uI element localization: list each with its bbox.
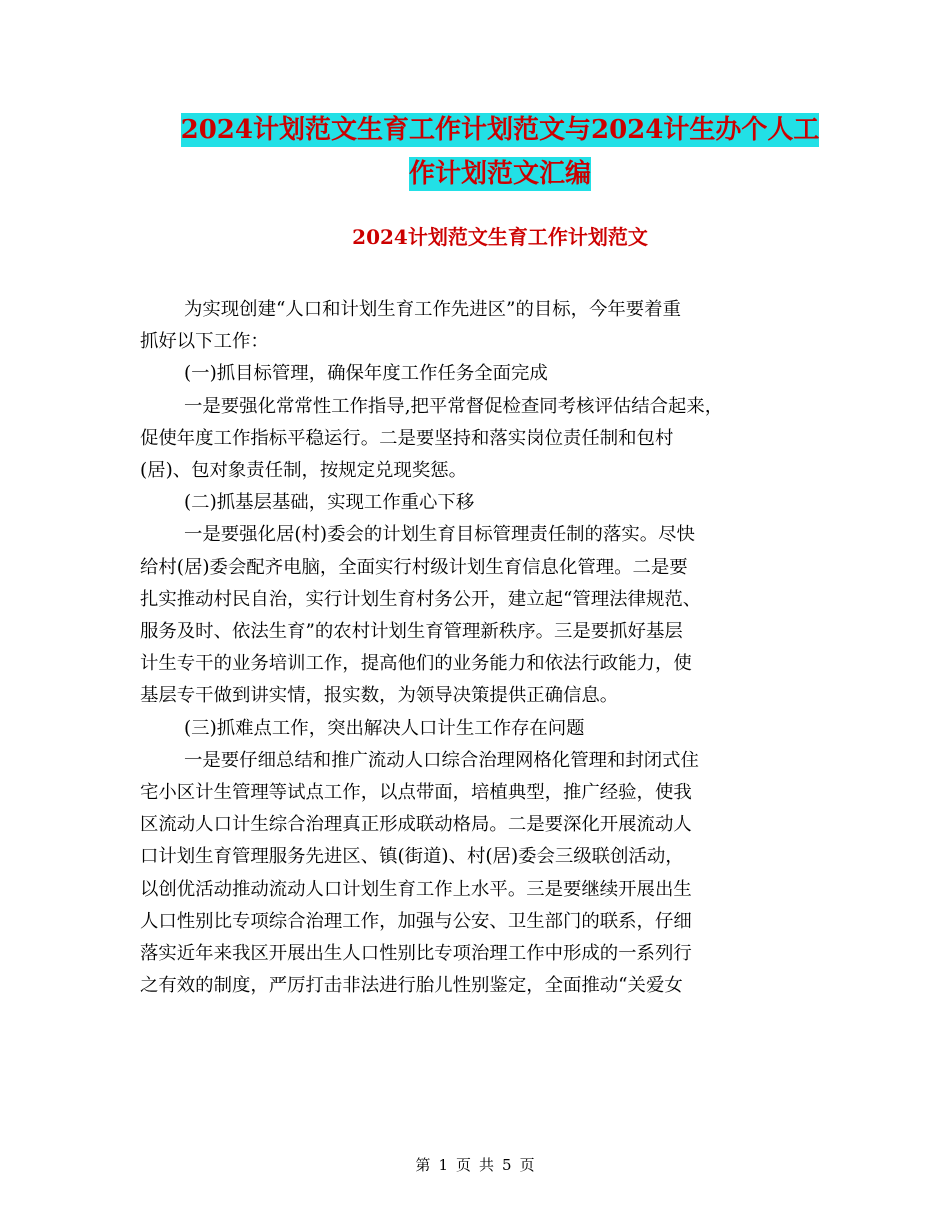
body-line: 服务及时、依法生育”的农村计划生育管理新秩序。三是要抓好基层	[140, 621, 683, 643]
body-line: 以创优活动推动流动人口计划生育工作上水平。三是要继续开展出生	[140, 878, 692, 900]
body-line: 基层专干做到讲实情，报实数，为领导决策提供正确信息。	[140, 685, 619, 707]
body-line: (居)、包对象责任制，按规定兑现奖惩。	[140, 460, 467, 482]
body-line: 抓好以下工作：	[140, 331, 269, 353]
footer-total-label: 共	[479, 1156, 495, 1174]
document-body	[140, 294, 816, 1002]
footer-prefix: 第	[415, 1156, 431, 1174]
body-line: 为实现创建“人口和计划生育工作先进区”的目标，今年要着重	[184, 299, 681, 320]
page-footer	[0, 1153, 950, 1177]
body-line: (二)抓基层基础，实现工作重心下移	[184, 492, 475, 514]
body-line: 扎实推动村民自治，实行计划生育村务公开，建立起“管理法律规范、	[140, 588, 702, 610]
document-title	[120, 108, 880, 196]
footer-page-label-2: 页	[519, 1156, 535, 1174]
body-line: 给村(居)委会配齐电脑，全面实行村级计划生育信息化管理。二是要	[140, 556, 688, 578]
body-line: (一)抓目标管理，确保年度工作任务全面完成	[184, 363, 548, 385]
body-line: 人口性别比专项综合治理工作，加强与公安、卫生部门的联系，仔细	[140, 910, 692, 932]
body-line: 口计划生育管理服务先进区、镇(街道)、村(居)委会三级联创活动，	[140, 846, 684, 868]
document-title-line-2: 作计划范文汇编	[408, 159, 591, 189]
body-line: (三)抓难点工作，突出解决人口计生工作存在问题	[184, 717, 585, 739]
body-line: 促使年度工作指标平稳运行。二是要坚持和落实岗位责任制和包村	[140, 427, 674, 449]
body-line: 一是要强化居(村)委会的计划生育目标管理责任制的落实。尽快	[184, 524, 695, 546]
section-title: 2024计划范文生育工作计划范文	[352, 225, 648, 249]
body-line: 一是要强化常常性工作指导,把平常督促检查同考核评估结合起来，	[184, 395, 724, 417]
body-line: 一是要仔细总结和推广流动人口综合治理网格化管理和封闭式住	[184, 749, 699, 771]
footer-current-page: 1	[438, 1156, 448, 1174]
footer-total-pages: 5	[502, 1156, 512, 1174]
footer-page-label: 页	[455, 1156, 471, 1174]
body-line: 之有效的制度，严厉打击非法进行胎儿性别鉴定，全面推动“关爱女	[140, 975, 683, 997]
document-title-line-1: 2024计划范文生育工作计划范文与2024计生办个人工	[180, 115, 820, 145]
body-line: 宅小区计生管理等试点工作，以点带面，培植典型，推广经验，使我	[140, 782, 692, 804]
body-line: 区流动人口计生综合治理真正形成联动格局。二是要深化开展流动人	[140, 814, 692, 836]
body-line: 落实近年来我区开展出生人口性别比专项治理工作中形成的一系列行	[140, 943, 692, 965]
body-line: 计生专干的业务培训工作，提高他们的业务能力和依法行政能力，使	[140, 653, 692, 675]
